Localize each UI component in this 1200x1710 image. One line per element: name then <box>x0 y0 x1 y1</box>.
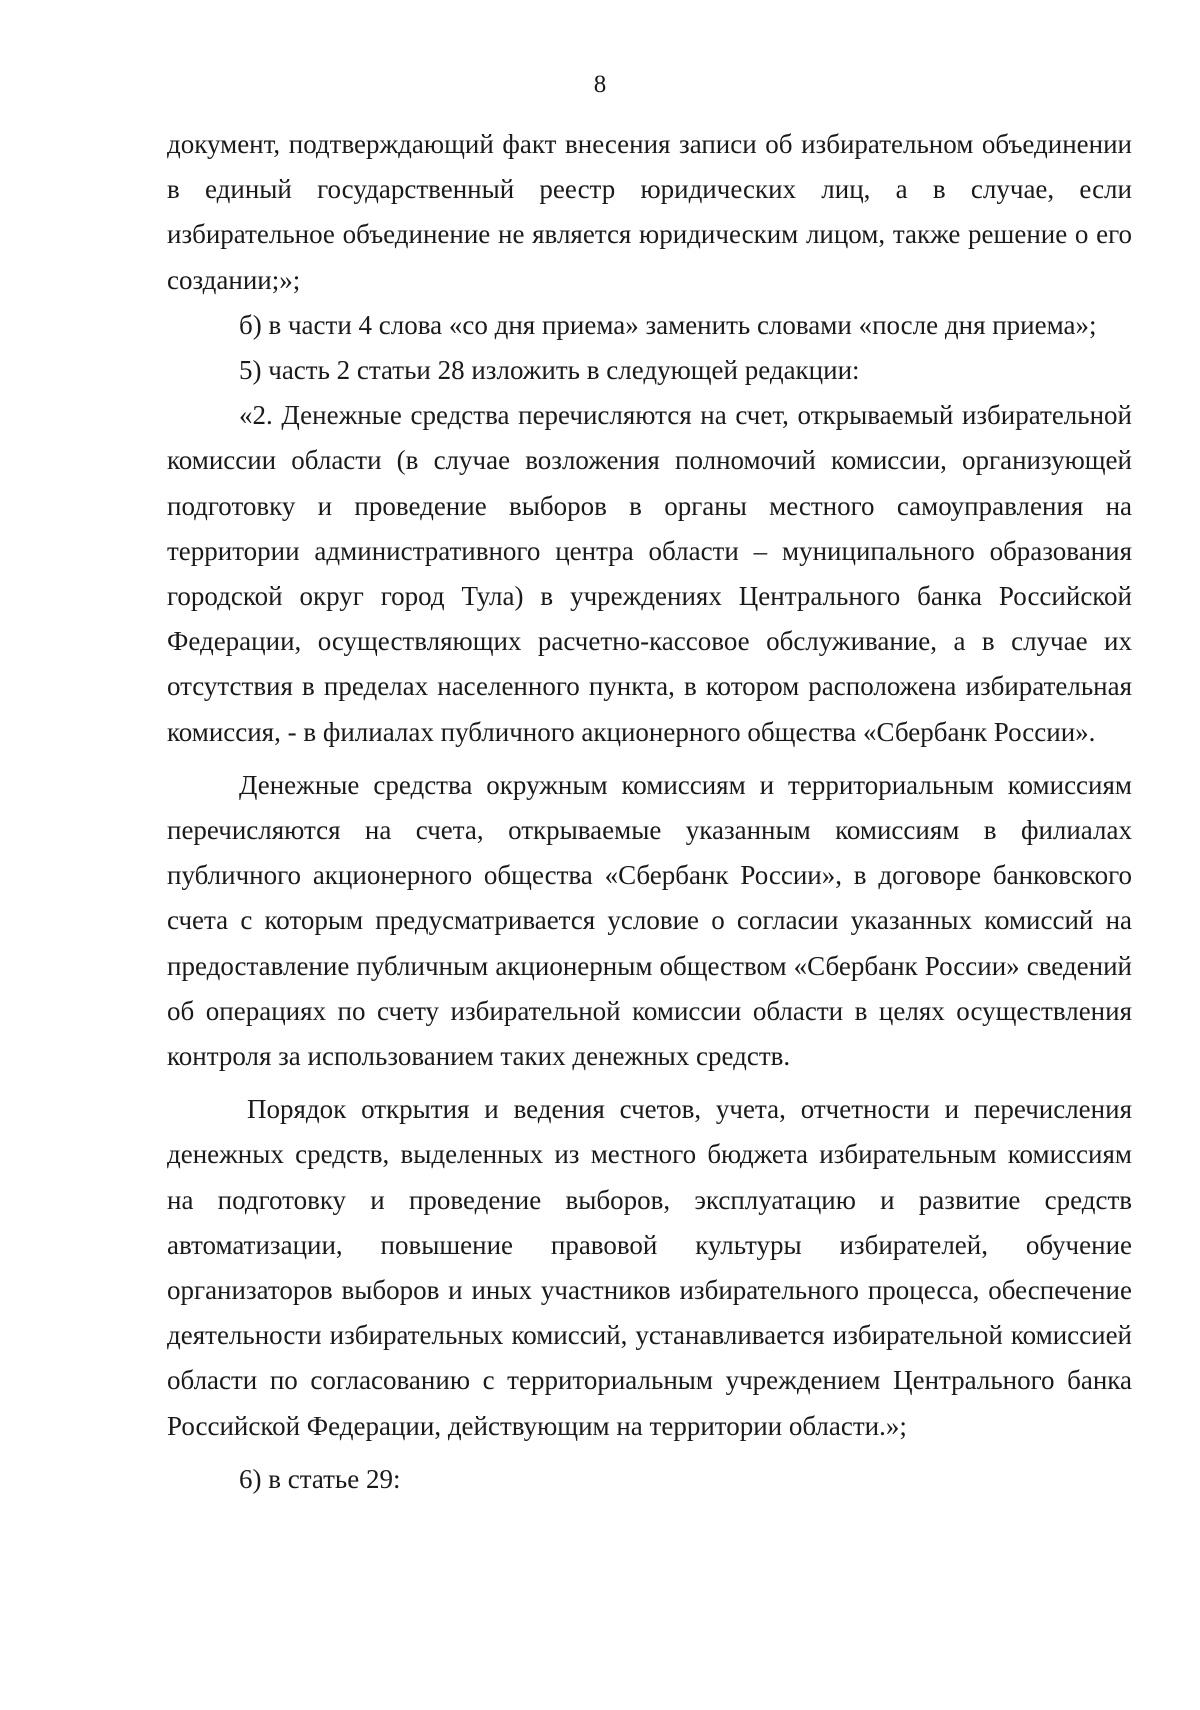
paragraph-continuation: документ, подтверждающий факт внесения записи об избирательном объединении в единый государственный реестр юридических лиц, а в случае, если избирательное объединение не является юридическим лицом, также решение о его создании;»; <box>167 129 1132 295</box>
document-body <box>167 122 1132 1502</box>
paragraph-procedure: Порядок открытия и ведения счетов, учета, отчетности и перечисления денежных средств, выделенных из местного бюджета избирательным комиссиям на подготовку и проведение выборов, эксплуатацию и развитие средств автоматизации, повышение правовой культуры избирателей, обучение организаторов выборов и иных участников избирательного процесса, обеспечение деятельности избирательных комиссий, устанавливается избирательной комиссией области по согласованию с территориальным учреждением Центрального банка Российской Федерации, действующим на территории области.»; <box>167 1094 1132 1441</box>
paragraph-funds-to-commissions: Денежные средства окружным комиссиям и территориальным комиссиям перечисляются на счета, открываемые указанным комиссиям в филиалах публичного акционерного общества «Сбербанк России», в договоре банковского счета с которым предусматривается условие о согласии указанных комиссий на предоставление публичным акционерным обществом «Сбербанк России» сведений об операциях по счету избирательной комиссии области в целях осуществления контроля за использованием таких денежных средств. <box>167 769 1132 1072</box>
paragraph-item-6: 6) в статье 29: <box>239 1463 401 1494</box>
paragraph-quoted-part-2: «2. Денежные средства перечисляются на счет, открываемый избирательной комиссии области (в случае возложения полномочий комиссии, организующей подготовку и проведение выборов в органы местного самоуправления на территории административного центра области – муниципального образования городской округ город Тула) в учреждениях Центрального банка Российской Федерации, осуществляющих расчетно-кассовое обслуживание, а в случае их отсутствия в пределах населенного пункта, в котором расположена избирательная комиссия, - в филиалах публичного акционерного общества «Сбербанк России». <box>167 400 1132 747</box>
paragraph-item-5: 5) часть 2 статьи 28 изложить в следующей редакции: <box>239 355 860 386</box>
paragraph-item-b: б) в части 4 слова «со дня приема» заменить словами «после дня приема»; <box>239 309 1097 340</box>
page-number: 8 <box>593 71 607 98</box>
